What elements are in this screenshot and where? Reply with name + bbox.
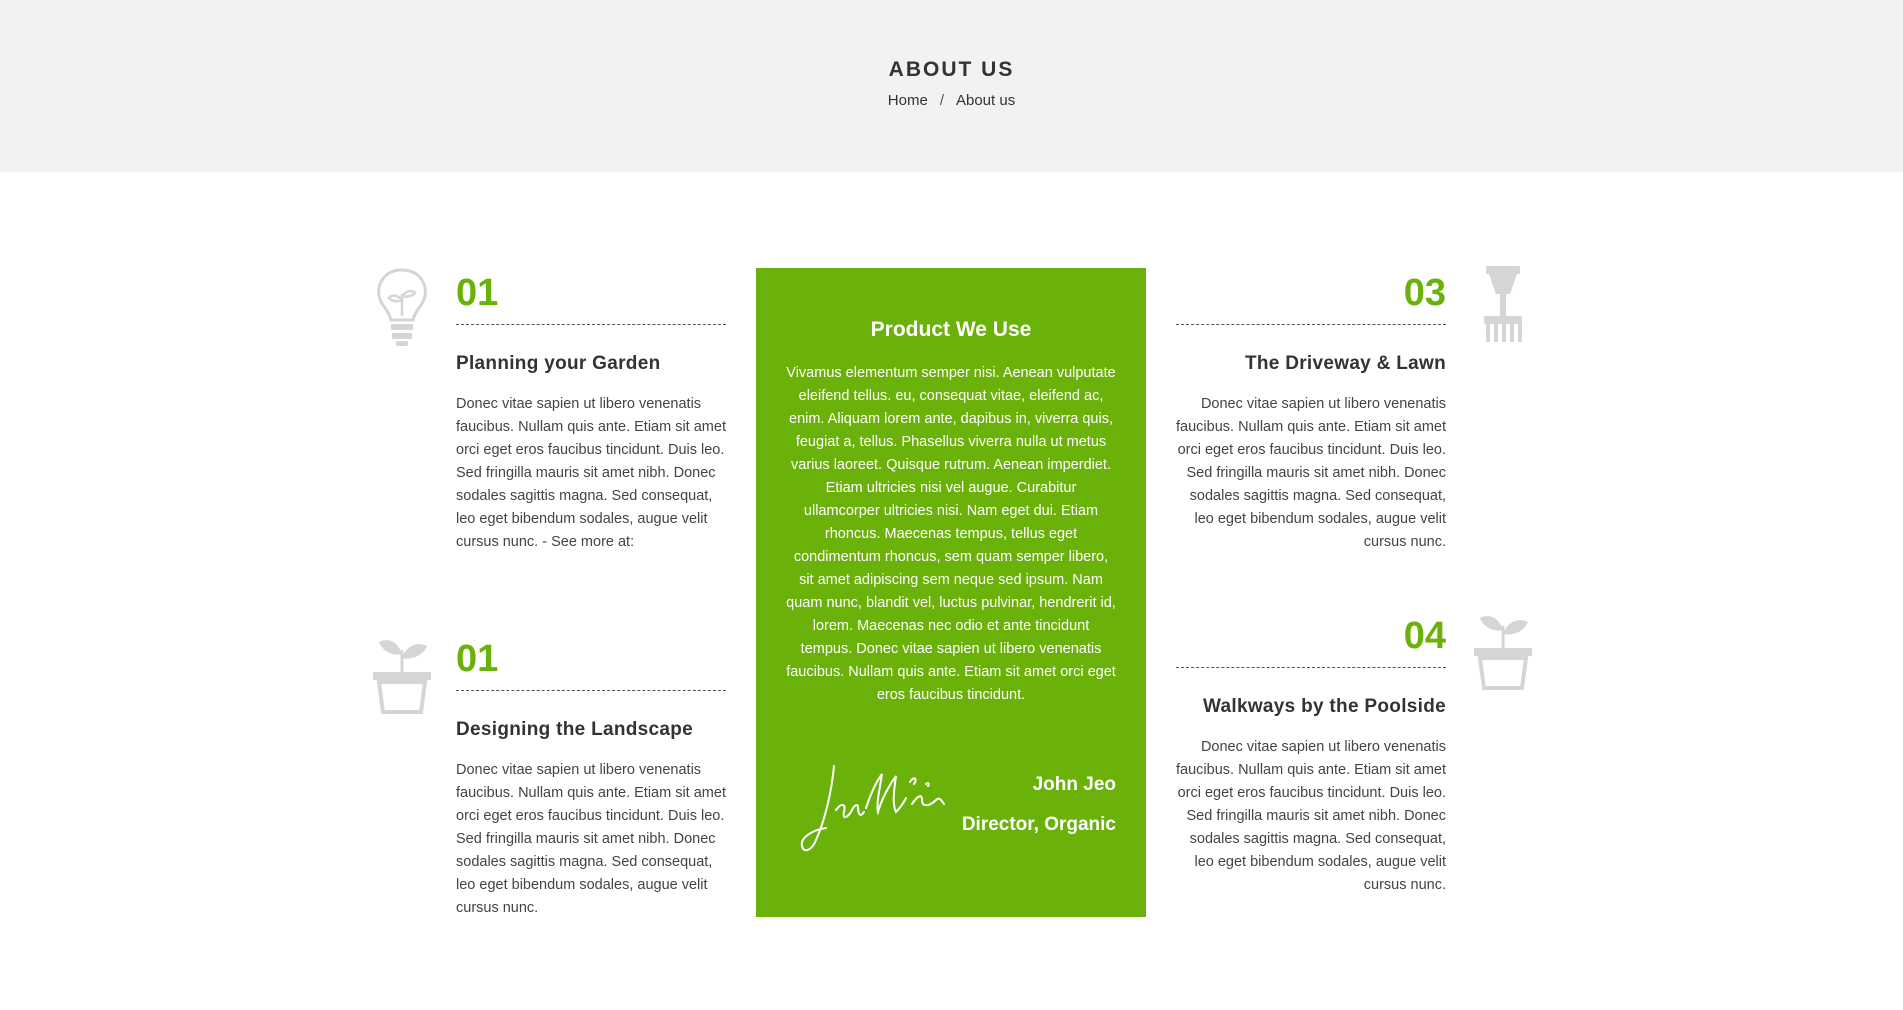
feature-title: Walkways by the Poolside	[1202, 696, 1446, 717]
feature-divider	[456, 324, 726, 325]
feature-number: 03	[1403, 272, 1446, 314]
feature-title: Designing the Landscape	[456, 719, 694, 740]
rake-icon	[1468, 266, 1538, 344]
feature-divider	[1176, 324, 1446, 325]
feature-title: Planning your Garden	[456, 353, 661, 374]
breadcrumb-home-link[interactable]: Home	[887, 92, 928, 109]
feature-divider	[1176, 667, 1446, 668]
feature-text: Donec vitae sapien ut libero venenatis faucibus. Nullam quis ante. Etiam sit amet orci eget eros faucibus tincidunt. Duis leo. Sed fringilla mauris sit amet nibh. Donec sodales sagittis magna. Sed consequat, leo eget bibendum sodales, augue velit cursus nunc.	[456, 762, 726, 916]
breadcrumb-current: About us	[955, 92, 1016, 109]
feature-text: Donec vitae sapien ut libero venenatis faucibus. Nullam quis ante. Etiam sit amet orci eget eros faucibus tincidunt. Duis leo. Sed fringilla mauris sit amet nibh. Donec sodales sagittis magna. Sed consequat, leo eget bibendum sodales, augue velit cursus nunc. - See more at:	[456, 396, 726, 550]
lightbulb-icon	[367, 266, 437, 348]
feature-number: 04	[1403, 615, 1446, 657]
card-text: Vivamus elementum semper nisi. Aenean vulputate eleifend tellus. eu, consequat vitae, eleifend ac, enim. Aliquam lorem ante, dapibus in, viverra quis, feugiat a, tellus. Phasellus viverra nulla ut metus varius laoreet. Quisque rutrum. Aenean imperdiet. Etiam ultricies nisi vel augue. Curabitur ullamcorper ultricies nisi. Nam eget dui. Etiam rhoncus. Maecenas tempus, tellus eget condimentum rhoncus, sem quam semper libero, sit amet adipiscing sem neque sed ipsum. Nam quam nunc, blandit vel, luctus pulvinar, hendrerit id, lorem. Maecenas nec odio et ante tincidunt tempus. Donec vitae sapien ut libero venenatis faucibus. Nullam quis ante. Etiam sit amet orci eget eros faucibus tincidunt.	[786, 365, 1116, 703]
feature-text: Donec vitae sapien ut libero venenatis faucibus. Nullam quis ante. Etiam sit amet orci eget eros faucibus tincidunt. Duis leo. Sed fringilla mauris sit amet nibh. Donec sodales sagittis magna. Sed consequat, leo eget bibendum sodales, augue velit cursus nunc.	[1176, 396, 1446, 550]
product-we-use-card	[756, 268, 1146, 917]
breadcrumb-separator: /	[939, 92, 944, 109]
feature-planning-garden	[456, 266, 726, 554]
feature-number: 01	[456, 638, 499, 680]
plant-pot-icon	[367, 632, 437, 714]
breadcrumb	[0, 92, 1903, 109]
plant-pot-icon	[1468, 608, 1538, 690]
page-header-banner	[0, 0, 1903, 172]
card-title: Product We Use	[870, 318, 1032, 341]
card-signatory	[962, 765, 1116, 845]
feature-title: The Driveway & Lawn	[1244, 353, 1446, 374]
person-role: Director, Organic	[961, 814, 1116, 835]
feature-divider	[456, 690, 726, 691]
feature-text: Donec vitae sapien ut libero venenatis faucibus. Nullam quis ante. Etiam sit amet orci eget eros faucibus tincidunt. Duis leo. Sed fringilla mauris sit amet nibh. Donec sodales sagittis magna. Sed consequat, leo eget bibendum sodales, augue velit cursus nunc.	[1176, 739, 1446, 893]
feature-walkways-poolside	[1176, 609, 1446, 897]
signature-image	[786, 758, 946, 858]
person-name: John Jeo	[1032, 774, 1116, 795]
page-title: ABOUT US	[888, 58, 1015, 81]
feature-number: 01	[456, 272, 499, 314]
feature-designing-landscape	[456, 632, 726, 920]
feature-driveway-lawn	[1176, 266, 1446, 554]
